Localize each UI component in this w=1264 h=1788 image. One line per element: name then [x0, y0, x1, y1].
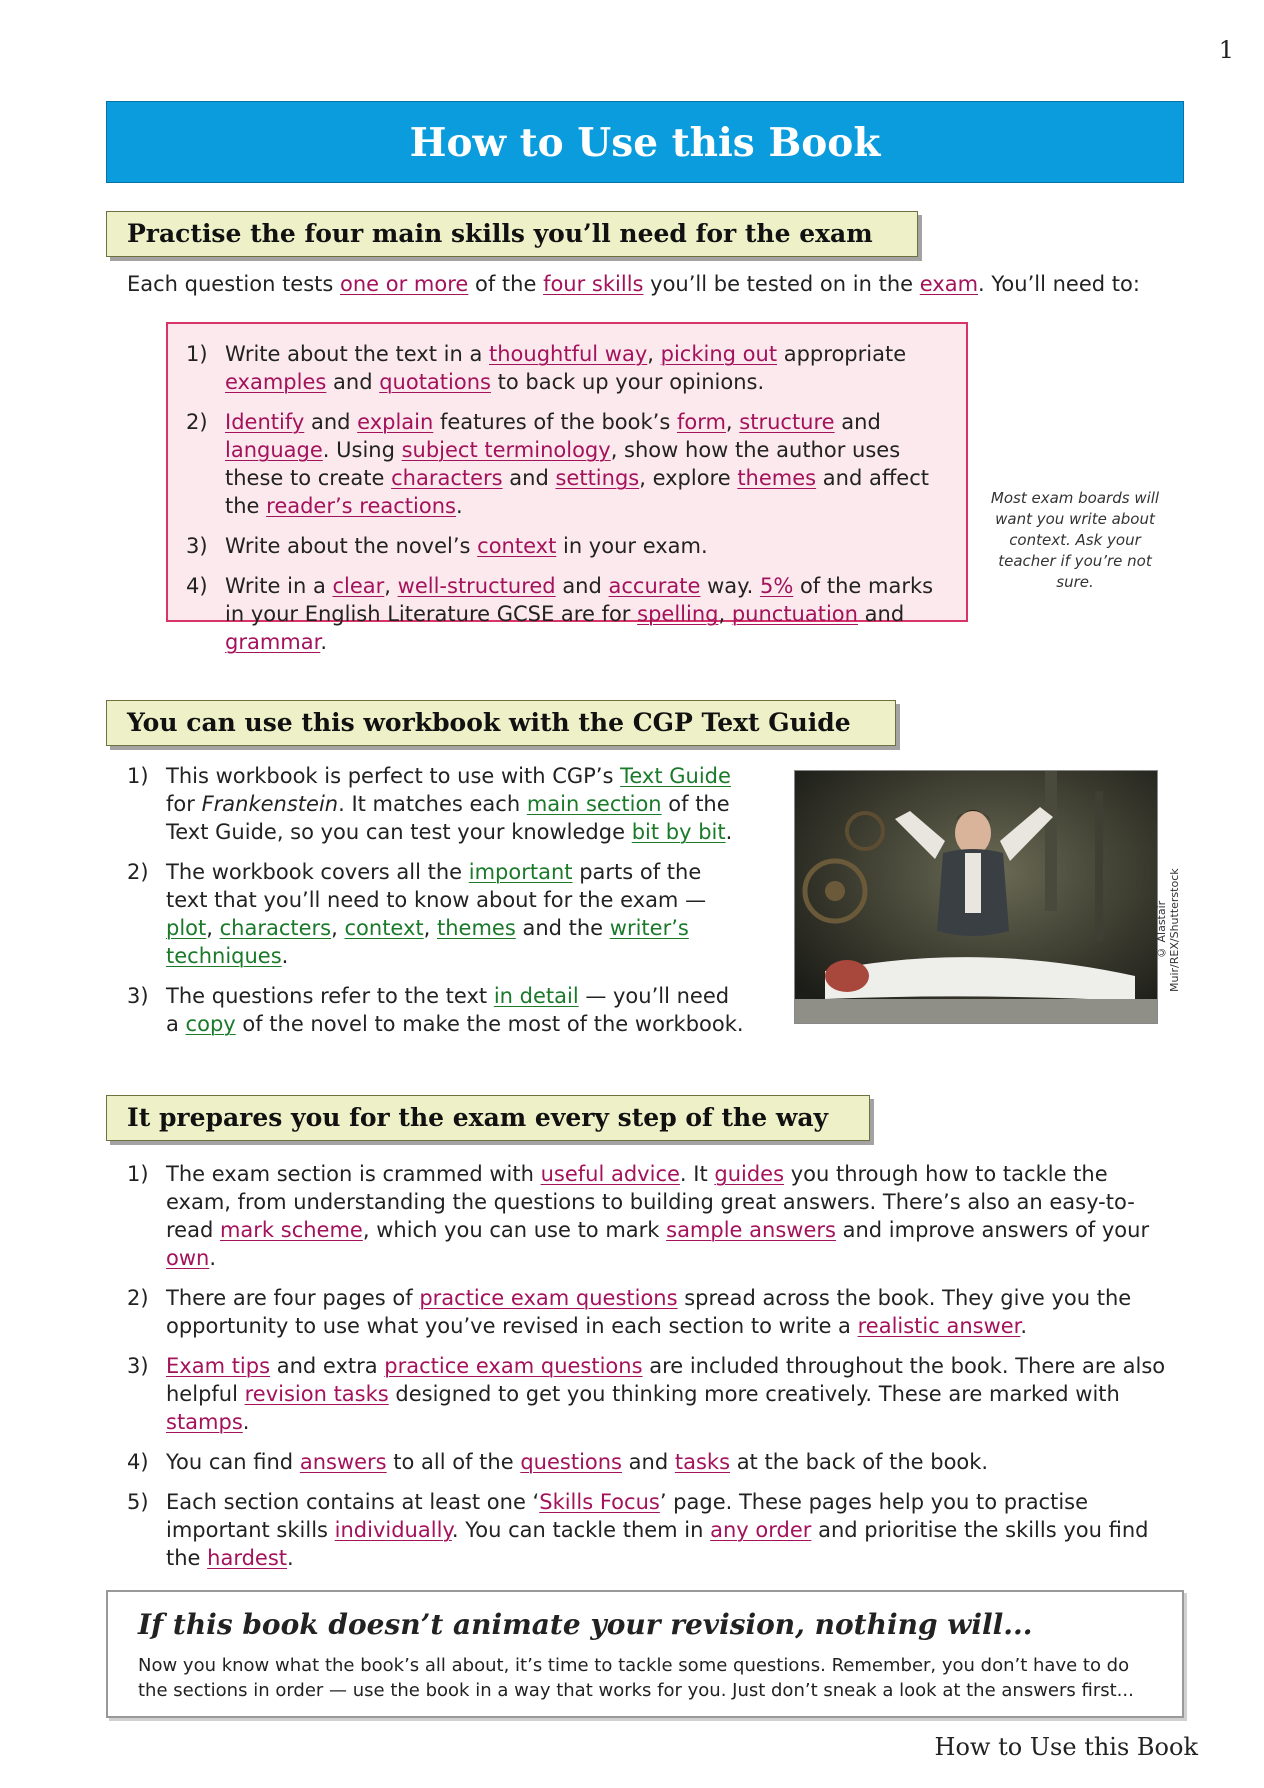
item-number: 4)	[127, 1450, 149, 1474]
item-text: Identify and explain features of the book’s form, structure and language. Using subject terminology, show how the author uses these to create characters and settings, explore themes and affect the reader’s reactions.	[225, 410, 930, 518]
key-phrase: questions	[520, 1450, 622, 1474]
key-phrase: hardest	[207, 1546, 288, 1570]
key-phrase: themes	[737, 466, 817, 490]
item-number: 1)	[127, 1162, 149, 1186]
item-text: Exam tips and extra practice exam questions are included throughout the book. There are also helpful revision tasks designed to get you thinking more creatively. These are marked with stamps.	[166, 1354, 1166, 1434]
item-number: 2)	[127, 860, 149, 884]
key-phrase: writer’s techniques	[166, 916, 689, 968]
item-text: Write about the novel’s context in your exam.	[225, 534, 708, 558]
summary-title: If this book doesn’t animate your revision, nothing will...	[138, 1608, 1033, 1641]
key-phrase: one or more	[340, 272, 469, 296]
key-phrase: mark scheme	[219, 1218, 363, 1242]
list-item	[186, 408, 952, 520]
footer-title: How to Use this Book	[934, 1733, 1198, 1761]
item-number: 4)	[186, 574, 208, 598]
key-phrase: Identify	[225, 410, 305, 434]
section-heading-text-guide: You can use this workbook with the CGP Text Guide	[106, 700, 896, 746]
frankenstein-stage-photo	[794, 770, 1158, 1024]
key-phrase: accurate	[608, 574, 701, 598]
key-phrase: useful advice	[540, 1162, 680, 1186]
key-phrase: stamps	[166, 1410, 243, 1434]
list-item	[127, 982, 747, 1038]
key-phrase: Text Guide	[620, 764, 731, 788]
list-item	[127, 1352, 1167, 1436]
key-phrase: examples	[225, 370, 327, 394]
item-number: 3)	[127, 984, 149, 1008]
key-phrase: 5%	[759, 574, 794, 598]
key-phrase: thoughtful way	[489, 342, 648, 366]
side-note: Most exam boards will want you write about context. Ask your teacher if you’re not sure.	[990, 489, 1160, 591]
key-phrase: copy	[185, 1012, 236, 1036]
key-phrase: tasks	[674, 1450, 731, 1474]
key-phrase: punctuation	[731, 602, 858, 626]
item-number: 1)	[186, 342, 208, 366]
key-phrase: quotations	[379, 370, 491, 394]
key-phrase: form	[676, 410, 726, 434]
key-phrase: themes	[437, 916, 516, 940]
item-text: The workbook covers all the important parts of the text that you’ll need to know about for the exam — plot, characters, context, themes and the writer’s techniques.	[166, 860, 707, 968]
summary-box	[106, 1590, 1184, 1718]
item-number: 5)	[127, 1490, 149, 1514]
book-title: Frankenstein	[201, 792, 339, 816]
key-phrase: explain	[357, 410, 434, 434]
list-item	[186, 532, 952, 560]
key-phrase: bit by bit	[631, 820, 726, 844]
item-number: 2)	[127, 1286, 149, 1310]
key-phrase: practice exam questions	[419, 1286, 678, 1310]
key-phrase: Exam tips	[166, 1354, 271, 1378]
item-text: This workbook is perfect to use with CGP’s Text Guide for Frankenstein. It matches each main section of the Text Guide, so you can test your knowledge bit by bit.	[166, 764, 733, 844]
photo-credit: © Alastair Muir/REX/Shutterstock	[1155, 868, 1181, 992]
list-item	[127, 1448, 1167, 1476]
key-phrase: any order	[710, 1518, 812, 1542]
section-heading-exam: It prepares you for the exam every step of the way	[106, 1095, 870, 1141]
key-phrase: four skills	[543, 272, 644, 296]
key-phrase: own	[166, 1246, 210, 1270]
skills-list	[186, 340, 952, 656]
item-number: 1)	[127, 764, 149, 788]
key-phrase: answers	[299, 1450, 387, 1474]
item-text: You can find answers to all of the questions and tasks at the back of the book.	[166, 1450, 989, 1474]
key-phrase: individually	[334, 1518, 452, 1542]
key-phrase: subject terminology	[401, 438, 611, 462]
key-phrase: settings	[555, 466, 640, 490]
key-phrase: language	[225, 438, 323, 462]
summary-body: Now you know what the book’s all about, it’s time to tackle some questions. Remember, you don’t have to do the sections in order — use the book in a way that works for you. Just don’t sneak a look at the answers first...	[138, 1655, 1134, 1701]
key-phrase: context	[477, 534, 557, 558]
item-text: There are four pages of practice exam questions spread across the book. They give you the opportunity to use what you’ve revised in each section to write a realistic answer.	[166, 1286, 1132, 1338]
key-phrase: revision tasks	[244, 1382, 389, 1406]
item-text: Each section contains at least one ‘Skills Focus’ page. These pages help you to practise important skills individually. You can tackle them in any order and prioritise the skills you find the hardest.	[166, 1490, 1149, 1570]
key-phrase: guides	[714, 1162, 785, 1186]
key-phrase: picking out	[660, 342, 778, 366]
list-item	[127, 762, 747, 846]
list-item	[127, 1160, 1167, 1272]
item-number: 2)	[186, 410, 208, 434]
key-phrase: context	[344, 916, 424, 940]
item-text: Write about the text in a thoughtful way, picking out appropriate examples and quotations to back up your opinions.	[225, 342, 907, 394]
skills-box	[166, 322, 968, 654]
list-item	[186, 340, 952, 396]
item-text: Write in a clear, well-structured and accurate way. 5% of the marks in your English Literature GCSE are for spelling, punctuation and grammar.	[225, 574, 934, 654]
list-item	[186, 572, 952, 656]
key-phrase: practice exam questions	[384, 1354, 643, 1378]
item-number: 3)	[186, 534, 208, 558]
list-item	[127, 858, 747, 970]
skills-intro: Each question tests one or more of the four skills you’ll be tested on in the exam. You’ll need to:	[127, 272, 1140, 296]
key-phrase: plot	[166, 916, 207, 940]
key-phrase: clear	[332, 574, 385, 598]
key-phrase: spelling	[637, 602, 719, 626]
key-phrase: realistic answer	[857, 1314, 1021, 1338]
key-phrase: important	[468, 860, 573, 884]
key-phrase: structure	[739, 410, 835, 434]
key-phrase: in detail	[493, 984, 579, 1008]
key-phrase: main section	[526, 792, 662, 816]
photo-illustration	[795, 771, 1157, 1023]
list-item	[127, 1488, 1167, 1572]
key-phrase: exam	[919, 272, 979, 296]
exam-list	[127, 1160, 1167, 1584]
key-phrase: reader’s reactions	[266, 494, 456, 518]
key-phrase: characters	[219, 916, 332, 940]
item-number: 3)	[127, 1354, 149, 1378]
item-text: The questions refer to the text in detail — you’ll need a copy of the novel to make the most of the workbook.	[166, 984, 744, 1036]
key-phrase: grammar	[225, 630, 321, 654]
text-guide-list	[127, 762, 747, 1050]
key-phrase: characters	[391, 466, 503, 490]
item-text: The exam section is crammed with useful advice. It guides you through how to tackle the exam, from understanding the questions to building great answers. There’s also an easy-to-read mark scheme, which you can use to mark sample answers and improve answers of your own.	[166, 1162, 1150, 1270]
page-number: 1	[1218, 36, 1234, 64]
key-phrase: well-structured	[397, 574, 556, 598]
key-phrase: Skills Focus	[539, 1490, 660, 1514]
key-phrase: sample answers	[666, 1218, 836, 1242]
page-title: How to Use this Book	[106, 101, 1184, 183]
list-item	[127, 1284, 1167, 1340]
section-heading-skills: Practise the four main skills you’ll need for the exam	[106, 211, 918, 257]
